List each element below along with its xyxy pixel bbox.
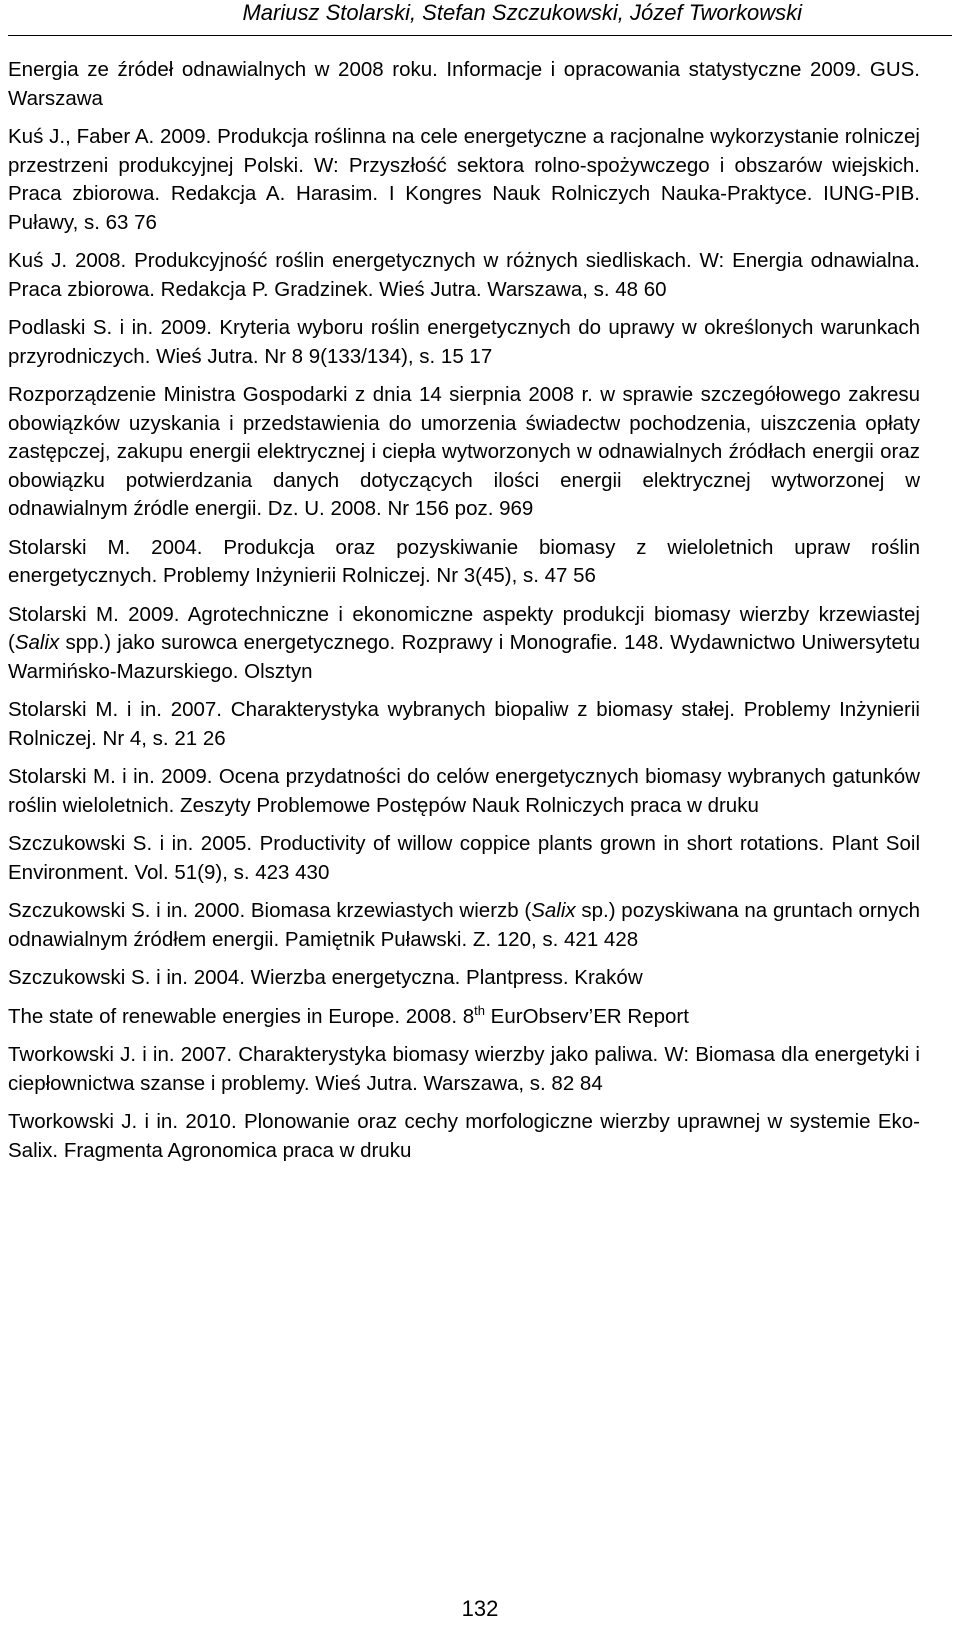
reference-text: Kuś J., Faber A. 2009. Produkcja roślinna na cele energetyczne a racjonalne wykorzystanie rolniczej przestrzeni produkcyjnej Polski. W: Przyszłość sektora rolno-spożywczego i obszarów wiejskich. Praca zbiorowa. Redakcja A. Harasim. I Kongres Nauk Rolniczych Nauka-Praktyce. IUNG-PIB. Puławy, s. 63 76 bbox=[8, 125, 920, 234]
reference-text: Kuś J. 2008. Produkcyjność roślin energetycznych w różnych siedliskach. W: Energia odnawialna. Praca zbiorowa. Redakcja P. Gradzinek. Wieś Jutra. Warszawa, s. 48 60 bbox=[8, 249, 920, 301]
reference-item bbox=[8, 696, 920, 753]
reference-taxon-italic: Salix bbox=[531, 899, 576, 922]
page-number: 132 bbox=[461, 1596, 499, 1621]
reference-text: Tworkowski J. i in. 2007. Charakterystyka biomasy wierzby jako paliwa. W: Biomasa dla energetyki i ciepłownictwa szanse i problemy. Wieś Jutra. Warszawa, s. 82 84 bbox=[8, 1043, 920, 1095]
reference-text: Stolarski M. i in. 2009. Ocena przydatności do celów energetycznych biomasy wybranych gatunków roślin wieloletnich. Zeszyty Problemowe Postępów Nauk Rolniczych praca w druku bbox=[8, 765, 920, 817]
reference-item bbox=[8, 964, 920, 993]
reference-item bbox=[8, 830, 920, 887]
running-header bbox=[8, 0, 952, 36]
reference-text: Szczukowski S. i in. 2005. Productivity of willow coppice plants grown in short rotations. Plant Soil Environment. Vol. 51(9), s. 423 430 bbox=[8, 832, 920, 884]
reference-text: Szczukowski S. i in. 2004. Wierzba energetyczna. Plantpress. Kraków bbox=[8, 966, 643, 989]
reference-taxon-italic: Salix bbox=[14, 631, 60, 654]
reference-item bbox=[8, 601, 920, 687]
reference-item bbox=[8, 381, 920, 524]
reference-item bbox=[8, 534, 920, 591]
reference-text-before: Szczukowski S. i in. 2000. Biomasa krzewiastych wierzb ( bbox=[8, 899, 532, 922]
reference-text: Tworkowski J. i in. 2010. Plonowanie oraz cechy morfologiczne wierzby uprawnej w systemie Eko-Salix. Fragmenta Agronomica praca w druku bbox=[8, 1110, 920, 1162]
reference-superscript: th bbox=[474, 1002, 485, 1018]
reference-text: Stolarski M. i in. 2007. Charakterystyka wybranych biopaliw z biomasy stałej. Problemy Inżynierii Rolniczej. Nr 4, s. 21 26 bbox=[8, 698, 920, 750]
reference-list bbox=[8, 56, 920, 1175]
reference-item bbox=[8, 314, 920, 371]
reference-item bbox=[8, 56, 920, 113]
reference-item bbox=[8, 1003, 920, 1032]
running-header-authors: Mariusz Stolarski, Stefan Szczukowski, Józef Tworkowski bbox=[242, 0, 802, 25]
reference-text: Stolarski M. 2004. Produkcja oraz pozyskiwanie biomasy z wieloletnich upraw roślin energetycznych. Problemy Inżynierii Rolniczej. Nr 3(45), s. 47 56 bbox=[8, 535, 920, 587]
reference-item bbox=[8, 763, 920, 820]
reference-item bbox=[8, 247, 920, 304]
reference-item bbox=[8, 897, 920, 954]
reference-text-after: sp.) pozyskiwana na gruntach ornych odnawialnym źródłem energii. Pamiętnik Puławski. Z. 120, s. 421 428 bbox=[8, 899, 920, 951]
reference-text-before: The state of renewable energies in Europe. 2008. 8 bbox=[8, 1004, 475, 1028]
reference-item bbox=[8, 123, 920, 237]
reference-item bbox=[8, 1041, 920, 1098]
reference-text: Rozporządzenie Ministra Gospodarki z dnia 14 sierpnia 2008 r. w sprawie szczegółowego zakresu obowiązków uzyskania i przedstawienia do umorzenia świadectw pochodzenia, uiszczenia opłaty zastępczej, zakupu energii elektrycznej i ciepła wytworzonych w odnawialnych źródłach energii oraz obowiązku potwierdzania danych dotyczących ilości energii elektrycznej wytworzonej w odnawialnym źródle energii. Dz. U. 2008. Nr 156 poz. 969 bbox=[8, 383, 920, 520]
reference-text-after: EurObserv’ER Report bbox=[484, 1004, 689, 1028]
reference-text-before: Stolarski M. 2009. Agrotechniczne i ekonomiczne aspekty produkcji biomasy wierzby krzewiastej ( bbox=[8, 602, 920, 654]
reference-item bbox=[8, 1108, 920, 1165]
reference-text: Podlaski S. i in. 2009. Kryteria wyboru roślin energetycznych do uprawy w określonych warunkach przyrodniczych. Wieś Jutra. Nr 8 9(133/134), s. 15 17 bbox=[8, 316, 920, 368]
reference-text: Energia ze źródeł odnawialnych w 2008 roku. Informacje i opracowania statystyczne 2009. GUS. Warszawa bbox=[8, 58, 920, 110]
reference-text-after: spp.) jako surowca energetycznego. Rozprawy i Monografie. 148. Wydawnictwo Uniwersytetu Warmińsko-Mazurskiego. Olsztyn bbox=[8, 631, 920, 683]
